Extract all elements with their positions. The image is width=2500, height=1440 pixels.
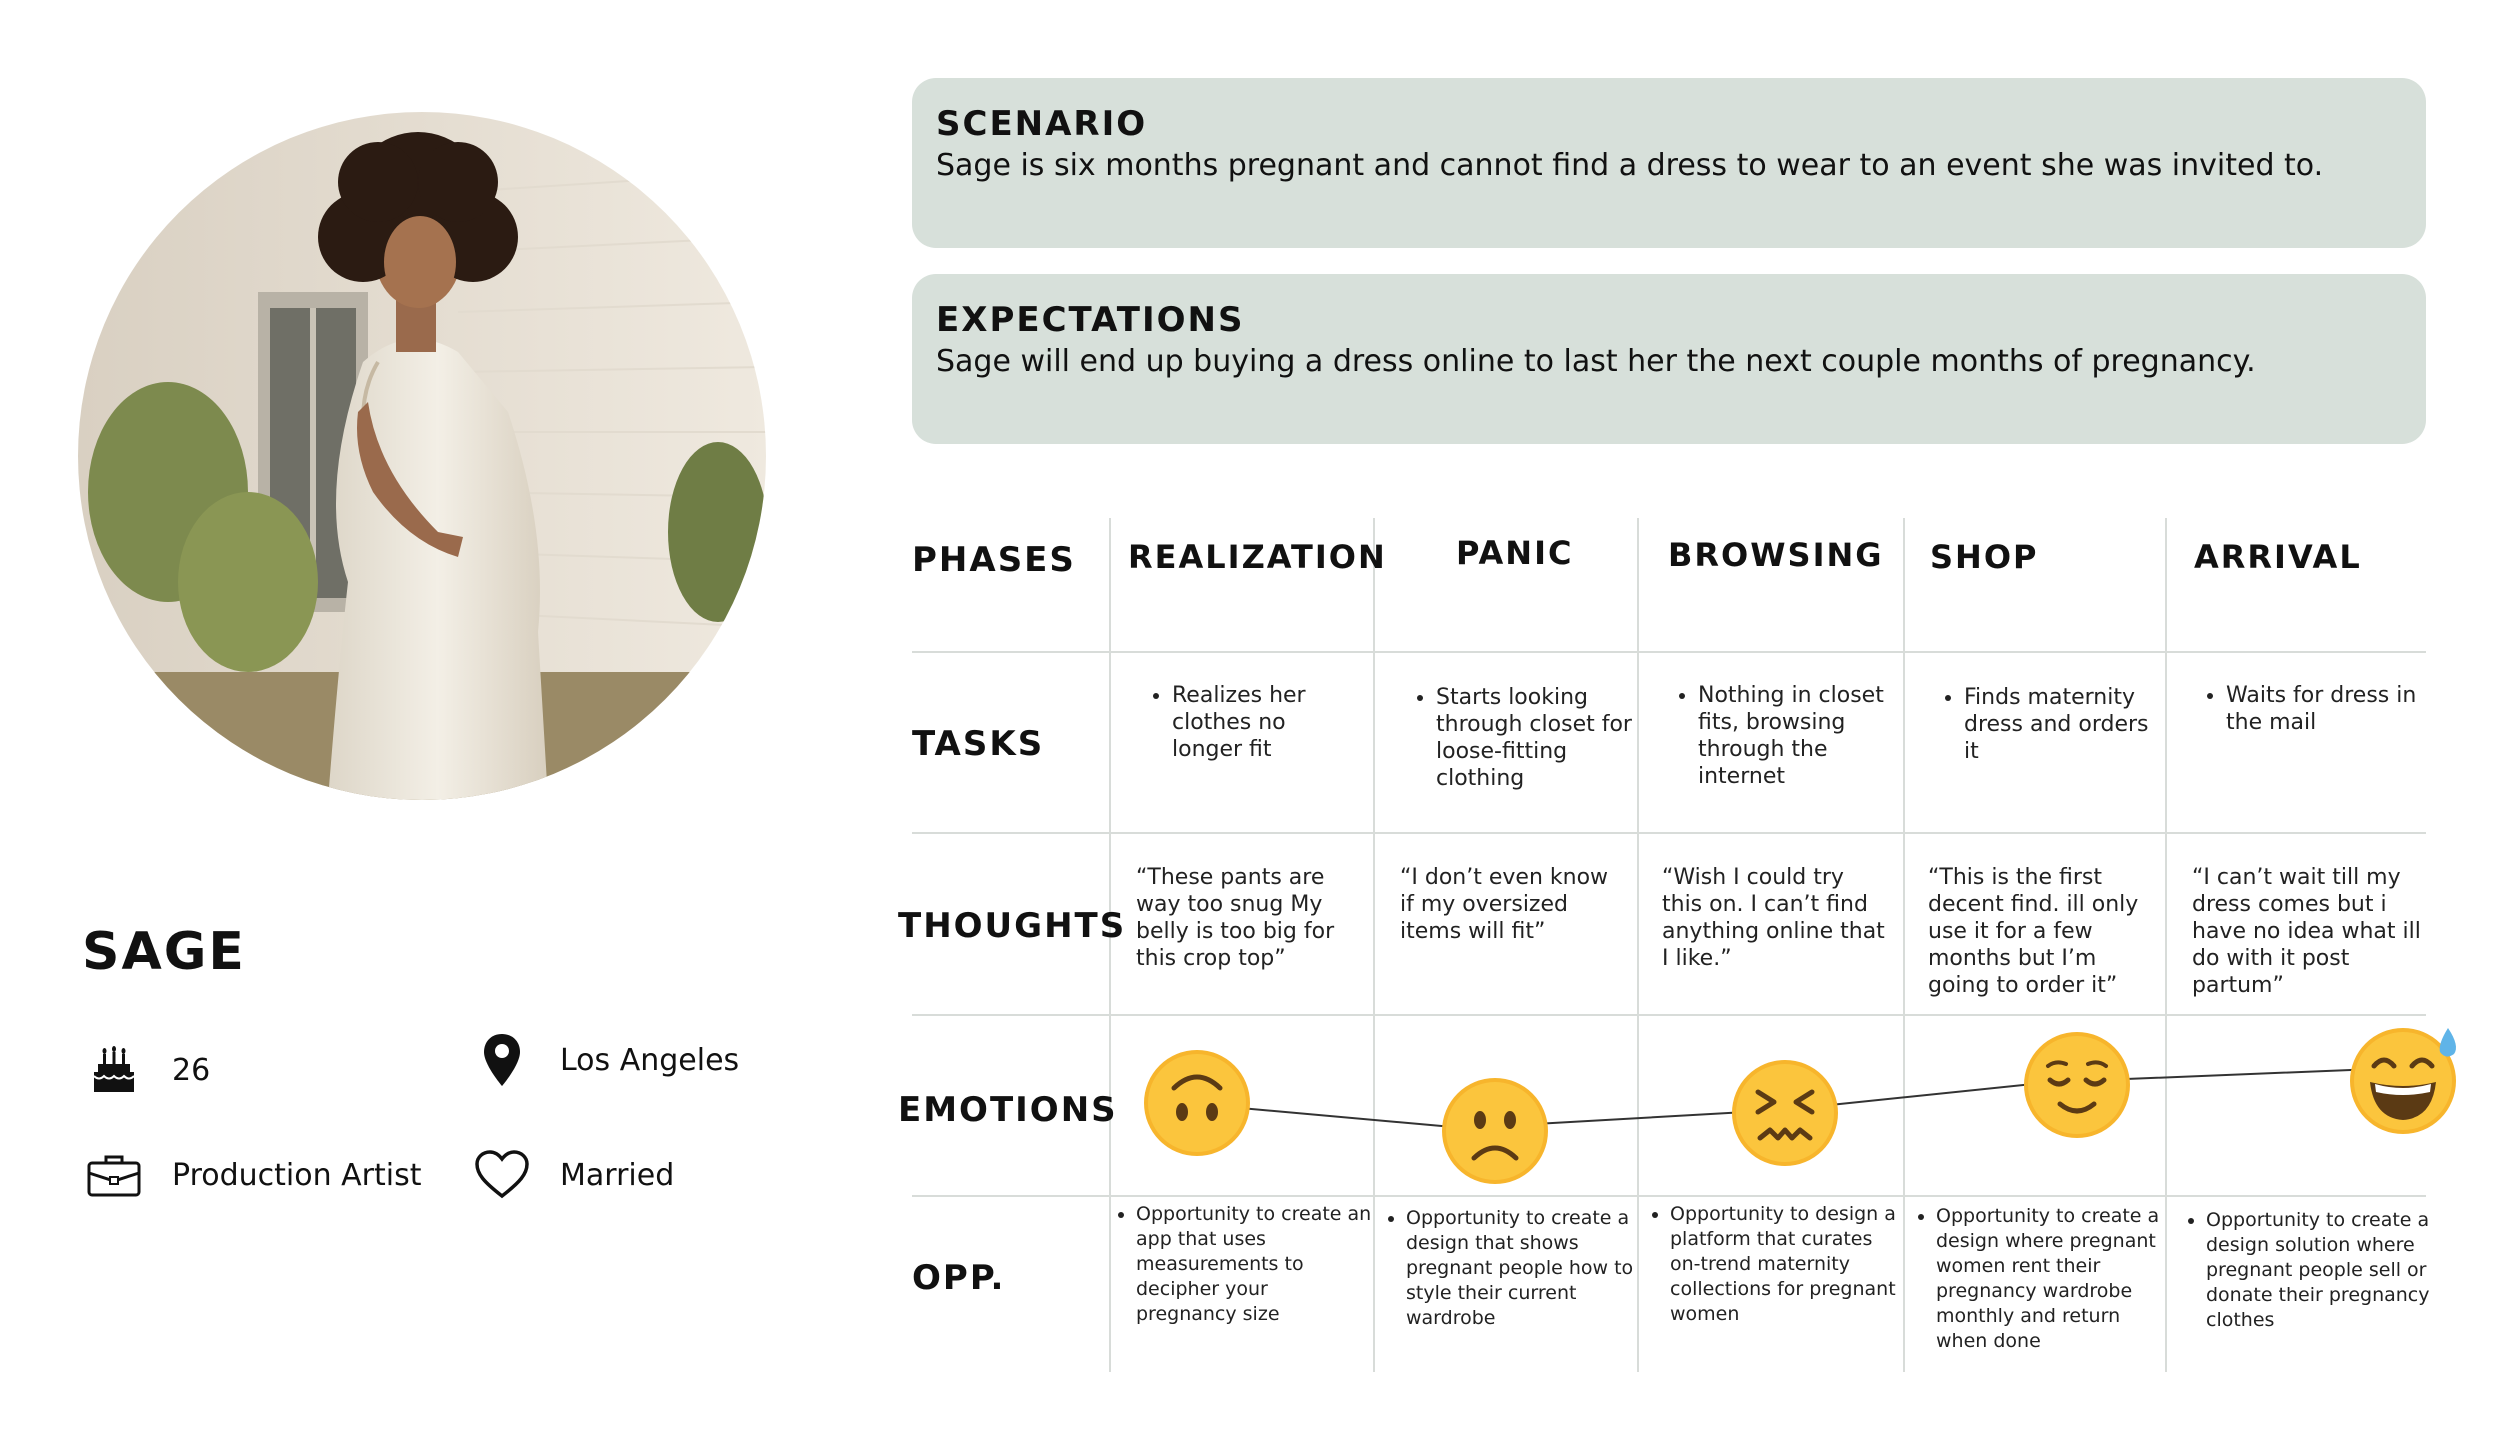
task-realization (1150, 682, 1360, 763)
location-pin-icon (474, 1032, 530, 1088)
expectations-title: EXPECTATIONS (936, 300, 1245, 340)
opp-browsing (1650, 1202, 1900, 1327)
opp-text: • Opportunity to create a design solution where pregnant people sell or donate their pregnancy clothes (2206, 1208, 2430, 1333)
task-shop (1942, 684, 2154, 765)
heart-icon (474, 1147, 530, 1203)
thought-browsing: “Wish I could try this on. I can’t find anything online that I like.” (1662, 865, 1885, 971)
grinning-face-with-sweat-icon (2348, 1022, 2462, 1136)
expectations-text: Sage will end up buying a dress online to last her the next couple months of pregnancy. (936, 344, 2256, 379)
opp-text: • Opportunity to design a platform that curates on-trend maternity collections for pregnant women (1670, 1202, 1900, 1327)
persona-relationship-text: Married (560, 1157, 675, 1193)
expectations-card (912, 274, 2426, 444)
task-panic (1414, 684, 1636, 792)
upside-down-face-icon (1142, 1048, 1252, 1158)
phase-arrival: ARRIVAL (2194, 538, 2362, 576)
task-text: • Starts looking through closet for loose-fitting clothing (1436, 684, 1636, 792)
thought-arrival: “I can’t wait till my dress comes but i have no idea what ill do with it post partum” (2192, 865, 2421, 998)
opp-arrival (2186, 1208, 2430, 1333)
opp-text: • Opportunity to create an app that uses measurements to decipher your pregnancy size (1136, 1202, 1372, 1327)
opp-shop (1916, 1204, 2164, 1354)
persona-age-text: 26 (172, 1052, 211, 1088)
persona-name: SAGE (82, 922, 246, 982)
opp-text: • Opportunity to create a design where pregnant women rent their pregnancy wardrobe monthly and return when done (1936, 1204, 2164, 1354)
opp-panic (1386, 1206, 1634, 1331)
persona-location-text: Los Angeles (560, 1042, 740, 1078)
phase-realization: REALIZATION (1128, 538, 1387, 576)
persona-location (474, 1032, 739, 1088)
row-label-thoughts: THOUGHTS (898, 906, 1127, 946)
scenario-title: SCENARIO (936, 104, 1148, 144)
relieved-face-icon (2022, 1030, 2132, 1140)
phase-browsing: BROWSING (1668, 536, 1884, 574)
briefcase-icon (86, 1147, 142, 1203)
task-browsing (1676, 682, 1888, 790)
phase-panic: PANIC (1456, 534, 1574, 572)
confounded-face-icon (1730, 1058, 1840, 1168)
cake-icon (86, 1042, 142, 1098)
phase-shop: SHOP (1930, 538, 2039, 576)
task-text: • Nothing in closet fits, browsing through the internet (1698, 682, 1888, 790)
frowning-face-icon (1440, 1076, 1550, 1186)
thought-realization: “These pants are way too snug My belly is too big for this crop top” (1136, 865, 1335, 971)
task-text: • Realizes her clothes no longer fit (1172, 682, 1360, 763)
persona-occupation-text: Production Artist (172, 1157, 422, 1193)
opp-realization (1116, 1202, 1372, 1327)
persona-relationship (474, 1147, 674, 1203)
persona-occupation (86, 1147, 422, 1203)
task-text: • Finds maternity dress and orders it (1964, 684, 2154, 765)
row-label-emotions: EMOTIONS (898, 1090, 1118, 1130)
task-text: • Waits for dress in the mail (2226, 682, 2424, 736)
persona-age (86, 1042, 210, 1098)
persona-photo (78, 112, 766, 800)
task-arrival (2204, 682, 2424, 736)
row-label-opp: OPP. (912, 1258, 1006, 1298)
row-label-phases: PHASES (912, 540, 1076, 580)
thought-panic: “I don’t even know if my oversized items will fit” (1400, 865, 1609, 944)
opp-text: • Opportunity to create a design that shows pregnant people how to style their current wardrobe (1406, 1206, 1634, 1331)
thought-shop: “This is the first decent find. ill only use it for a few months but I’m going to order it” (1928, 865, 2139, 998)
scenario-card (912, 78, 2426, 248)
scenario-text: Sage is six months pregnant and cannot find a dress to wear to an event she was invited to. (936, 148, 2324, 183)
row-label-tasks: TASKS (912, 724, 1045, 764)
